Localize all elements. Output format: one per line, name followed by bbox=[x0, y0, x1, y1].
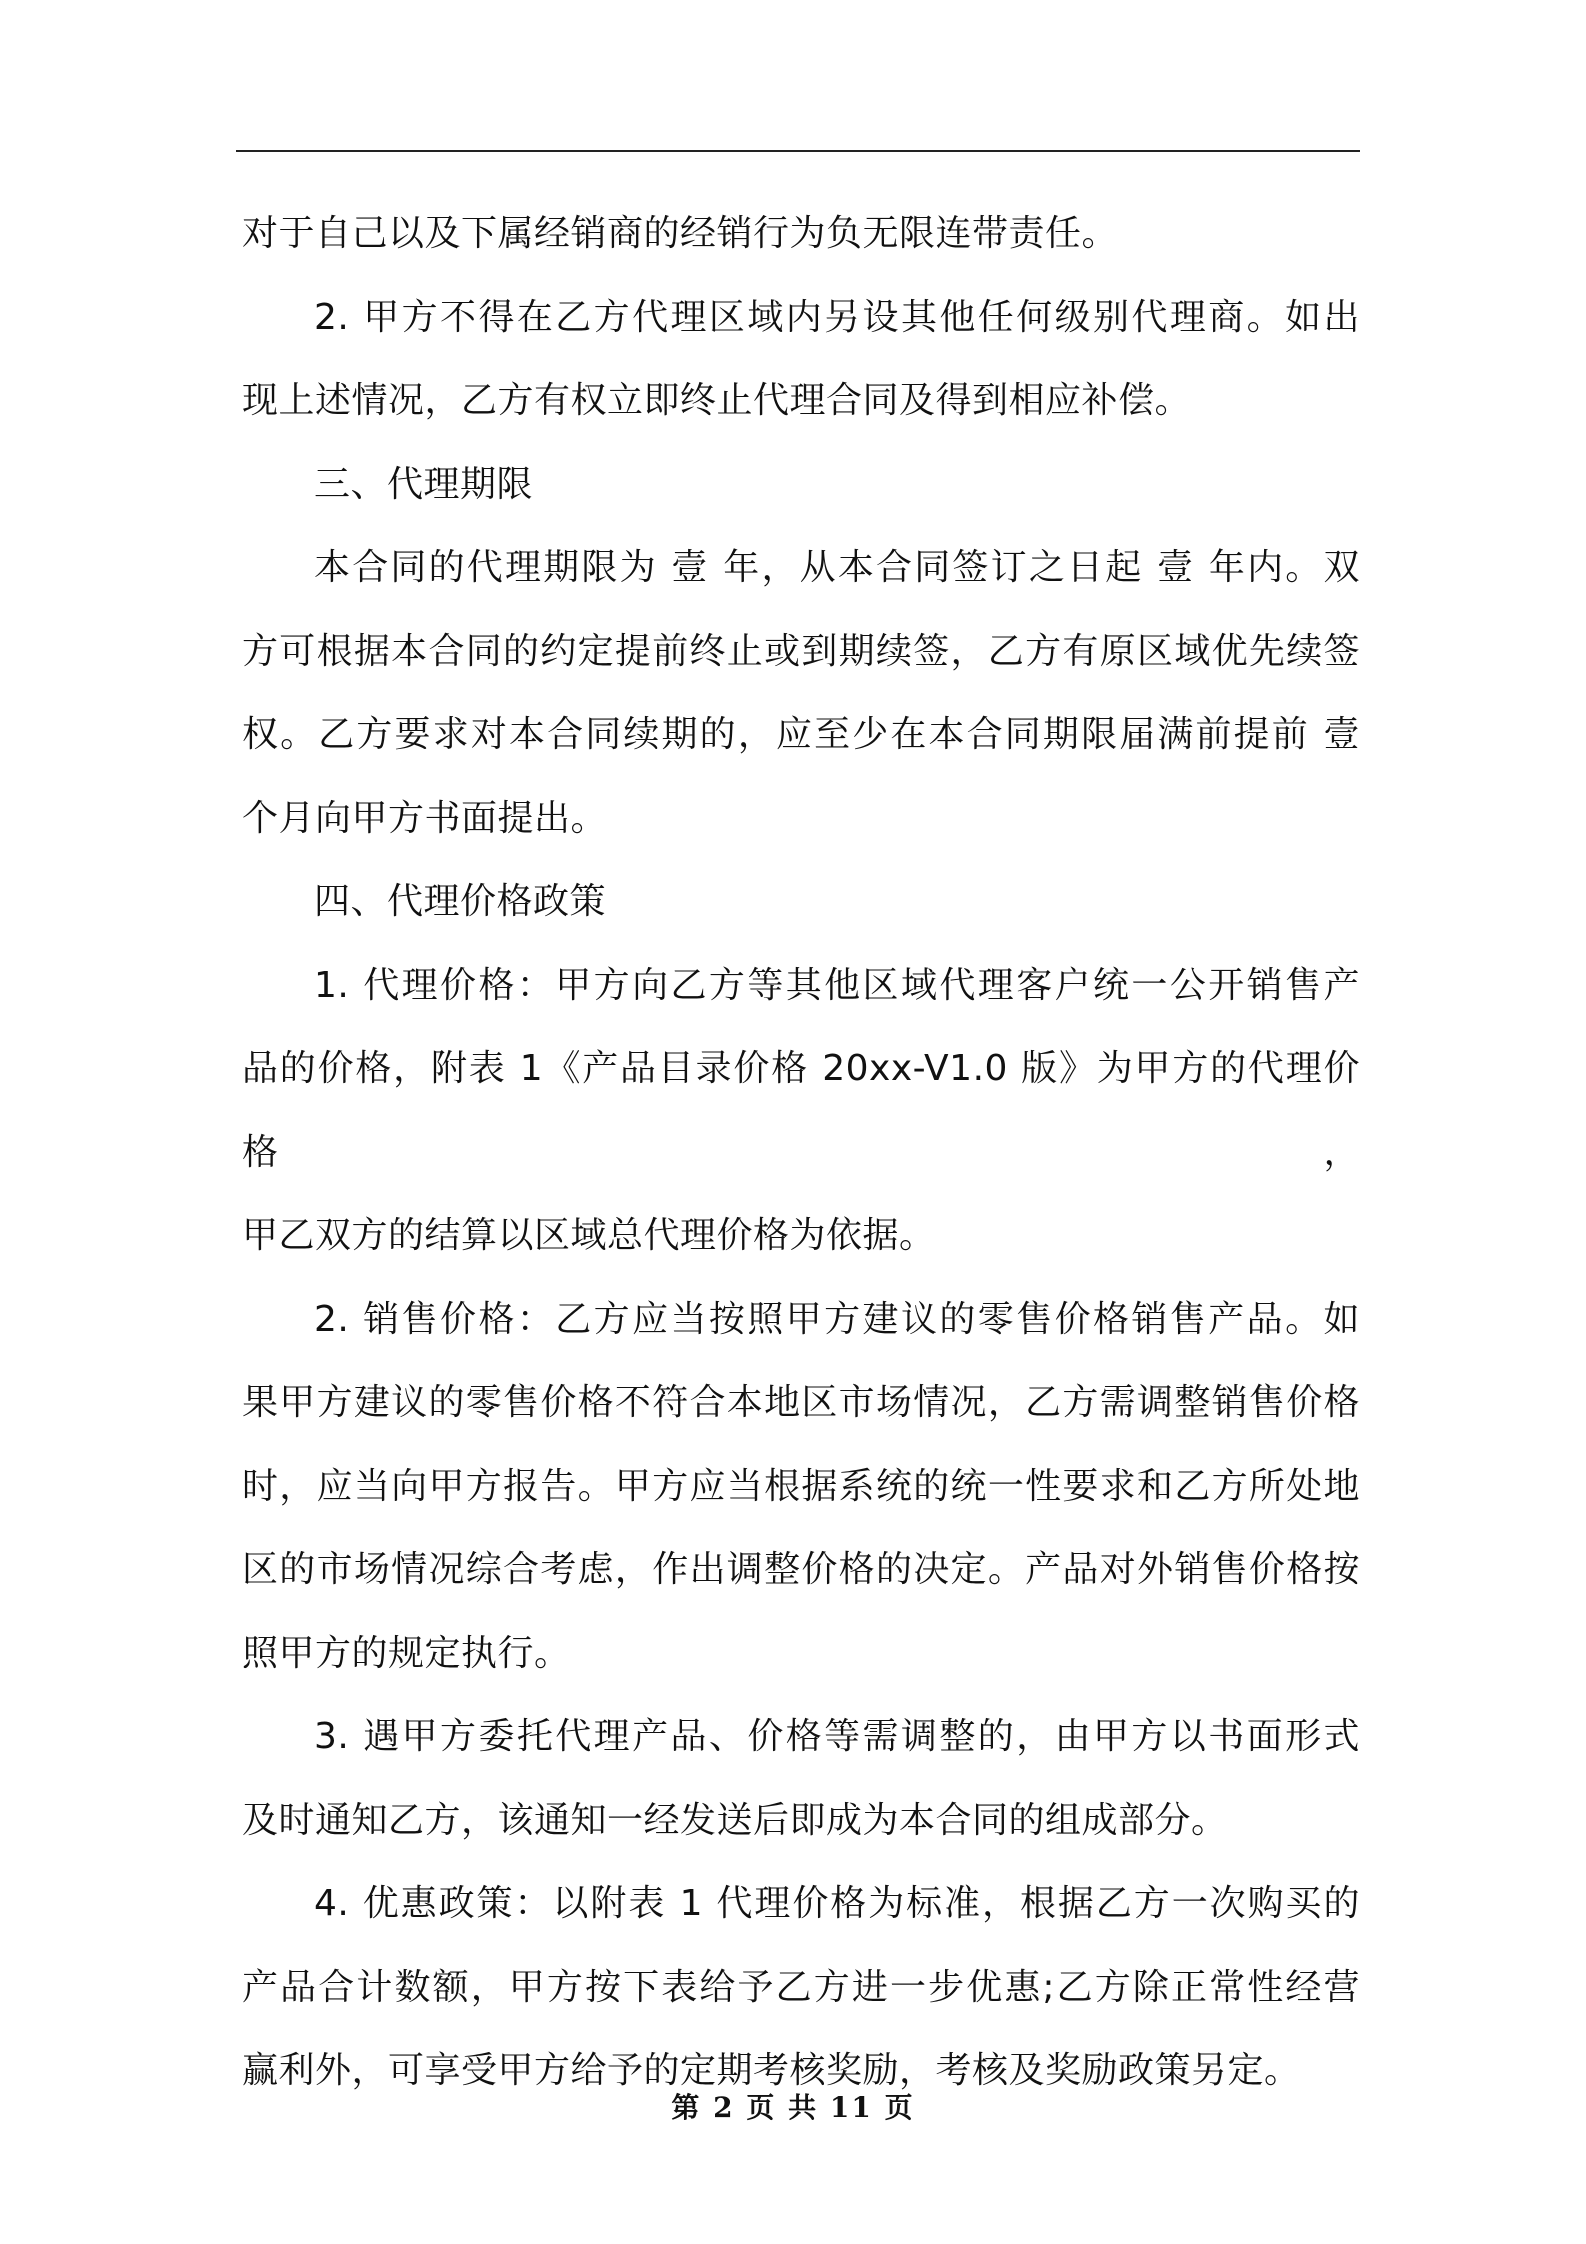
text-line: 四、代理价格政策 bbox=[314, 881, 607, 922]
document-body bbox=[242, 192, 1360, 2113]
text-line: 果甲方建议的零售价格不符合本地区市场情况，乙方需调整销售价格 bbox=[242, 1382, 1360, 1423]
text-line: 照甲方的规定执行。 bbox=[242, 1632, 571, 1674]
text-line: 对于自己以及下属经销商的经销行为负无限连带责任。 bbox=[242, 213, 1119, 254]
section-heading-price-policy bbox=[242, 860, 1360, 944]
text-line: 现上述情况，乙方有权立即终止代理合同及得到相应补偿。 bbox=[242, 380, 1192, 421]
paragraph-sales-price bbox=[242, 1278, 1360, 1696]
text-line: 3. 遇甲方委托代理产品、价格等需调整的，由甲方以书面形式 bbox=[314, 1716, 1360, 1757]
paragraph-term bbox=[242, 526, 1360, 860]
text-line: 甲乙双方的结算以区域总代理价格为依据。 bbox=[242, 1215, 936, 1256]
paragraph-2 bbox=[242, 276, 1360, 443]
text-line: 权。乙方要求对本合同续期的，应至少在本合同期限届满前提前 壹 bbox=[242, 714, 1360, 755]
text-line: 及时通知乙方，该通知一经发送后即成为本合同的组成部分。 bbox=[242, 1799, 1228, 1841]
text-line: 赢利外，可享受甲方给予的定期考核奖励，考核及奖励政策另定。 bbox=[242, 2050, 1301, 2091]
paragraph-discount bbox=[242, 1862, 1360, 2113]
text-line: 本合同的代理期限为 壹 年，从本合同签订之日起 壹 年内。双 bbox=[314, 547, 1360, 588]
header-rule bbox=[236, 150, 1360, 152]
text-line: 2. 销售价格：乙方应当按照甲方建议的零售价格销售产品。如 bbox=[314, 1298, 1360, 1340]
section-heading-term bbox=[242, 443, 1360, 527]
text-line: 品的价格，附表 1《产品目录价格 20xx-V1.0 版》为甲方的代理价格， bbox=[242, 1048, 1360, 1173]
paragraph-agent-price bbox=[242, 944, 1360, 1278]
text-line: 方可根据本合同的约定提前终止或到期续签，乙方有原区域优先续签 bbox=[242, 630, 1360, 672]
text-line: 个月向甲方书面提出。 bbox=[242, 797, 608, 839]
text-line: 产品合计数额，甲方按下表给予乙方进一步优惠;乙方除正常性经营 bbox=[242, 1966, 1360, 2008]
text-line: 2. 甲方不得在乙方代理区域内另设其他任何级别代理商。如出 bbox=[314, 296, 1360, 338]
text-line: 4. 优惠政策：以附表 1 代理价格为标准，根据乙方一次购买的 bbox=[314, 1883, 1360, 1924]
text-line: 时，应当向甲方报告。甲方应当根据系统的统一性要求和乙方所处地 bbox=[242, 1465, 1360, 1507]
text-line: 1. 代理价格：甲方向乙方等其他区域代理客户统一公开销售产 bbox=[314, 964, 1360, 1006]
text-line: 三、代理期限 bbox=[314, 463, 534, 505]
paragraph-adjustment bbox=[242, 1695, 1360, 1862]
paragraph-1 bbox=[242, 192, 1360, 276]
text-line: 区的市场情况综合考虑，作出调整价格的决定。产品对外销售价格按 bbox=[242, 1549, 1360, 1590]
page-number: 第 2 页 共 11 页 bbox=[671, 2091, 915, 2124]
